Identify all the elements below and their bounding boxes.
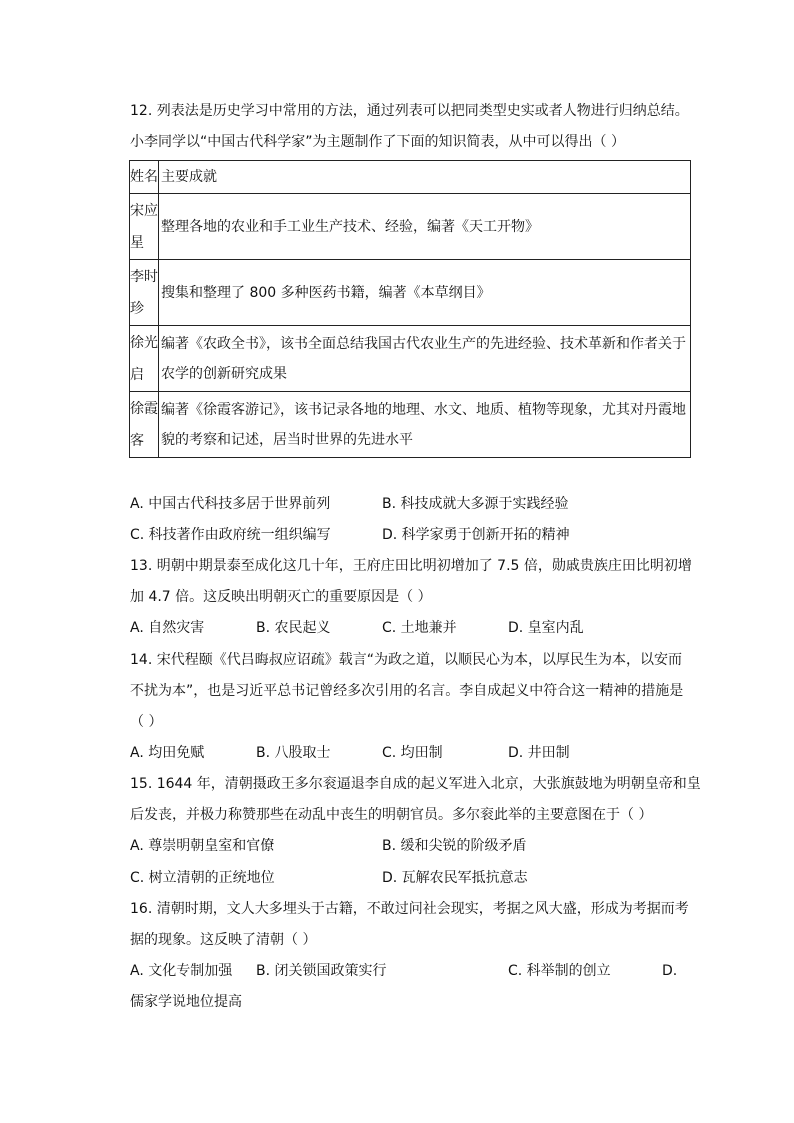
q13-option-b[interactable]: B. 农民起义: [256, 620, 331, 636]
q15-stem-line1: 15. 1644 年，清朝摄政王多尔衮逼退李自成的起义军进入北京，大张旗鼓地为明朝皇帝和皇: [130, 776, 701, 792]
q13-stem-line2: 加 4.7 倍。这反映出明朝灭亡的重要原因是（ ）: [130, 589, 432, 605]
table-row: [130, 326, 691, 392]
q16-stem-line2: 据的现象。这反映了清朝（ ）: [130, 932, 317, 948]
q15-option-a[interactable]: A. 尊崇明朝皇室和官僚: [130, 838, 275, 854]
table-cell-name: 李时珍: [130, 260, 159, 326]
table-header-achievement: 主要成就: [159, 161, 691, 194]
table-header-name: 姓名: [130, 161, 159, 194]
q14-option-c[interactable]: C. 均田制: [382, 745, 443, 761]
q12-option-a[interactable]: A. 中国古代科技多居于世界前列: [130, 496, 331, 512]
q13-option-c[interactable]: C. 土地兼并: [382, 620, 457, 636]
q14-option-b[interactable]: B. 八股取士: [256, 745, 331, 761]
table-cell-achievement: 搜集和整理了 800 多种医药书籍，编著《本草纲目》: [159, 260, 691, 326]
q15-option-c[interactable]: C. 树立清朝的正统地位: [130, 870, 275, 886]
table-row: [130, 392, 691, 458]
q13-stem-line1: 13. 明朝中期景泰至成化这几十年，王府庄田比明初增加了 7.5 倍，勋戚贵族庄田比明初增: [130, 558, 692, 574]
q12-option-b[interactable]: B. 科技成就大多源于实践经验: [382, 496, 569, 512]
q12-option-c[interactable]: C. 科技著作由政府统一组织编写: [130, 527, 331, 543]
q16-option-b[interactable]: B. 闭关锁国政策实行: [256, 963, 387, 979]
table-row: [130, 260, 691, 326]
table-cell-achievement: 编著《农政全书》，该书全面总结我国古代农业生产的先进经验、技术革新和作者关于农学的创新研究成果: [159, 326, 691, 392]
table-cell-achievement: 编著《徐霞客游记》，该书记录各地的地理、水文、地质、植物等现象，尤其对丹霞地貌的考察和记述，居当时世界的先进水平: [159, 392, 691, 458]
q14-stem-line3: （ ）: [130, 714, 163, 730]
q12-stem-line1: 12. 列表法是历史学习中常用的方法，通过列表可以把同类型史实或者人物进行归纳总结。: [130, 103, 689, 119]
q13-option-d[interactable]: D. 皇室内乱: [508, 620, 584, 636]
q12-stem-line2: 小李同学以“中国古代科学家”为主题制作了下面的知识简表，从中可以得出（ ）: [130, 134, 625, 150]
table-cell-name: 宋应星: [130, 194, 159, 260]
q16-option-a[interactable]: A. 文化专制加强: [130, 963, 233, 979]
q15-option-b[interactable]: B. 缓和尖锐的阶级矛盾: [382, 838, 527, 854]
q15-stem-line2: 后发丧，并极力称赞那些在动乱中丧生的明朝官员。多尔衮此举的主要意图在于（ ）: [130, 807, 653, 823]
table-row: [130, 194, 691, 260]
q15-option-d[interactable]: D. 瓦解农民军抵抗意志: [382, 870, 528, 886]
table-header-row: [130, 161, 691, 194]
table-cell-achievement: 整理各地的农业和手工业生产技术、经验，编著《天工开物》: [159, 194, 691, 260]
q16-option-d-text[interactable]: 儒家学说地位提高: [130, 994, 242, 1010]
q14-option-a[interactable]: A. 均田免赋: [130, 745, 205, 761]
q14-option-d[interactable]: D. 井田制: [508, 745, 570, 761]
table-cell-name: 徐霞客: [130, 392, 159, 458]
q13-option-a[interactable]: A. 自然灾害: [130, 620, 205, 636]
q14-stem-line2: 不扰为本”，也是习近平总书记曾经多次引用的名言。李自成起义中符合这一精神的措施是: [130, 683, 684, 699]
q16-option-c[interactable]: C. 科举制的创立: [508, 963, 611, 979]
q12-option-d[interactable]: D. 科学家勇于创新开拓的精神: [382, 527, 570, 543]
q16-option-d-letter[interactable]: D.: [662, 963, 678, 979]
table-cell-name: 徐光启: [130, 326, 159, 392]
q16-stem-line1: 16. 清朝时期，文人大多埋头于古籍，不敢过问社会现实，考据之风大盛，形成为考据而考: [130, 901, 689, 917]
q14-stem-line1: 14. 宋代程颐《代吕晦叔应诏疏》载言“为政之道，以顺民心为本，以厚民生为本，以安而: [130, 652, 682, 668]
scientist-table: [129, 160, 691, 458]
